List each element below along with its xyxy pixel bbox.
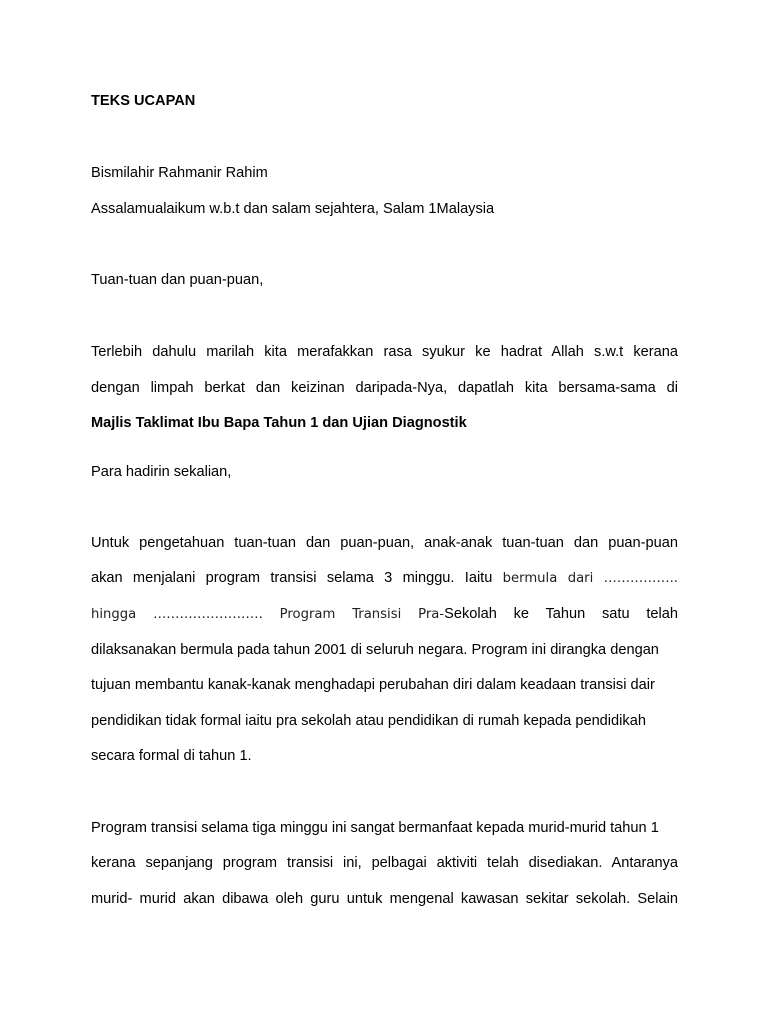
date-placeholder-segment: bermula dari …………….. <box>502 571 678 586</box>
paragraph-line: Program transisi selama tiga minggu ini sangat bermanfaat kepada murid-murid tahun 1 <box>91 820 659 836</box>
paragraph-line: murid- murid akan dibawa oleh guru untuk mengenal kawasan sekitar sekolah. Selain <box>91 891 678 907</box>
paragraph-line: Terlebih dahulu marilah kita merafakkan rasa syukur ke hadrat Allah s.w.t kerana <box>91 344 678 360</box>
date-placeholder-segment: hingga ……………………. Program Transisi Pra- <box>91 607 445 622</box>
document-title: TEKS UCAPAN <box>91 93 196 109</box>
paragraph-segment: akan menjalani program transisi selama 3 minggu. Iaitu <box>91 570 493 586</box>
paragraph-line <box>91 568 678 589</box>
paragraph-line: tujuan membantu kanak-kanak menghadapi perubahan diri dalam keadaan transisi dair <box>91 677 655 693</box>
paragraph-line: kerana sepanjang program transisi ini, pelbagai aktiviti telah disediakan. Antaranya <box>91 855 678 871</box>
salutation: Para hadirin sekalian, <box>91 464 232 480</box>
paragraph-line: Untuk pengetahuan tuan-tuan dan puan-puan, anak-anak tuan-tuan dan puan-puan <box>91 535 678 551</box>
paragraph-line: dilaksanakan bermula pada tahun 2001 di seluruh negara. Program ini dirangka dengan <box>91 642 659 658</box>
paragraph-line: pendidikan tidak formal iaitu pra sekolah atau pendidikan di rumah kepada pendidikah <box>91 713 646 729</box>
salutation: Tuan-tuan dan puan-puan, <box>91 272 264 288</box>
paragraph-line: secara formal di tahun 1. <box>91 748 252 764</box>
paragraph-line <box>91 604 678 625</box>
paragraph-segment: Sekolah ke Tahun satu telah <box>444 606 678 622</box>
event-name: Majlis Taklimat Ibu Bapa Tahun 1 dan Ujian Diagnostik <box>91 415 467 431</box>
opening-line: Assalamualaikum w.b.t dan salam sejahtera, Salam 1Malaysia <box>91 201 495 217</box>
opening-line: Bismilahir Rahmanir Rahim <box>91 165 268 181</box>
paragraph-line: dengan limpah berkat dan keizinan daripada-Nya, dapatlah kita bersama-sama di <box>91 380 678 396</box>
